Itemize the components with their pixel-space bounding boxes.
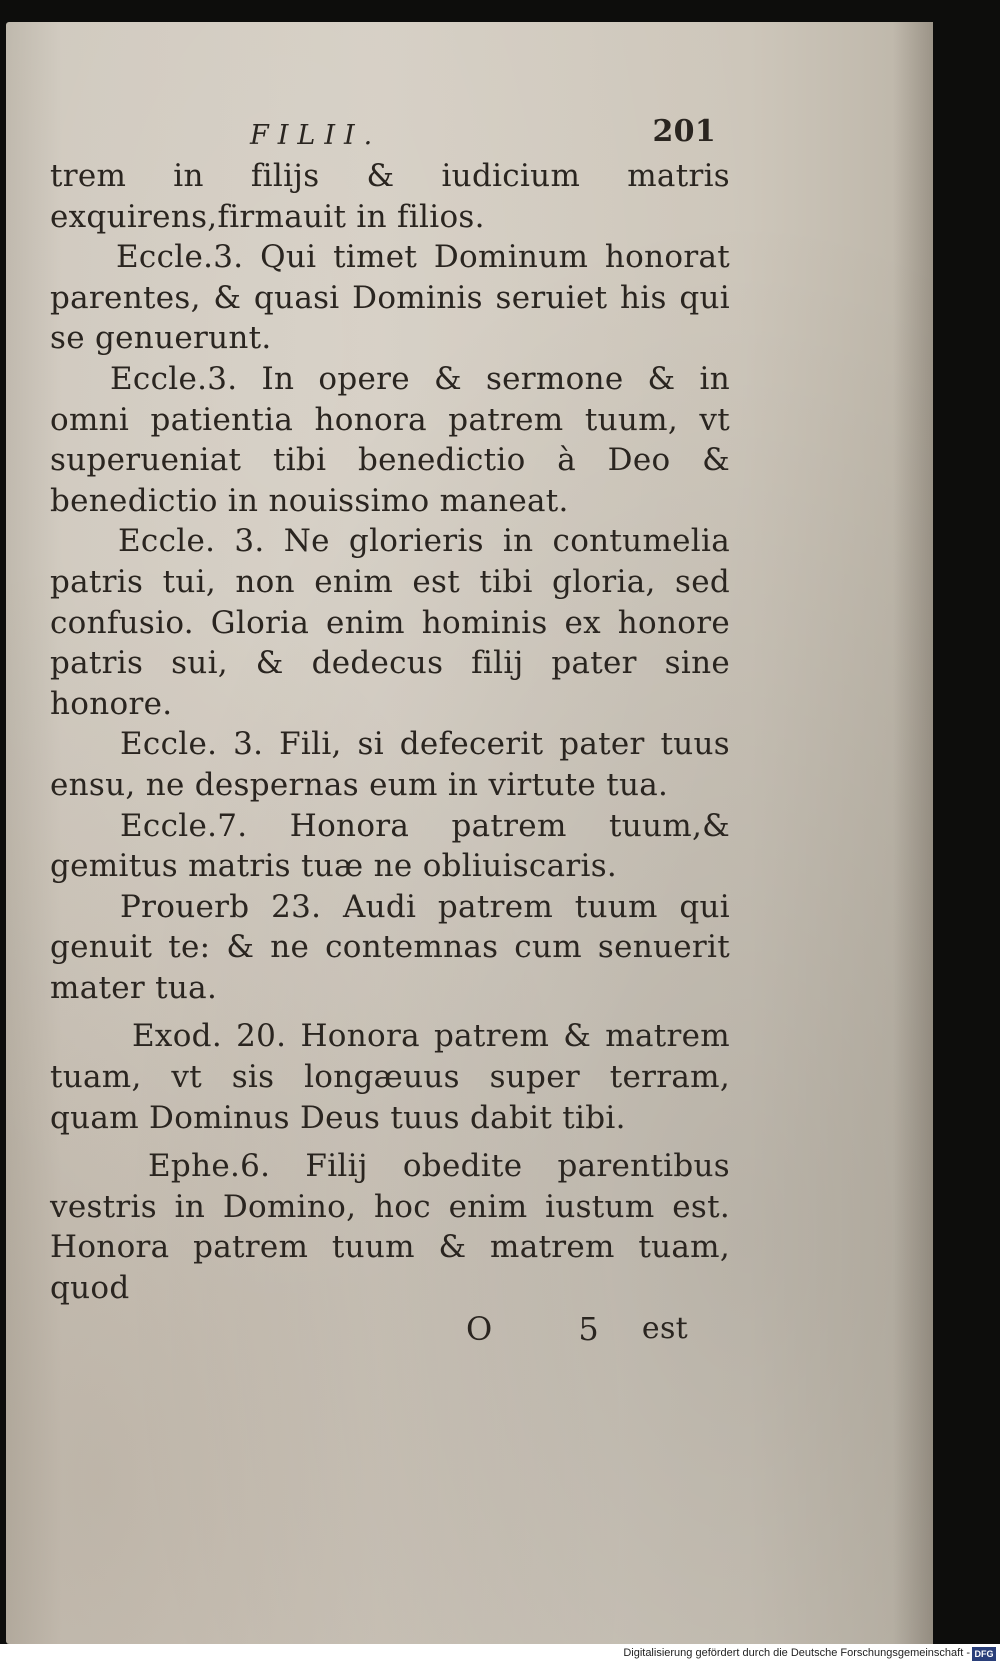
signature-mark: O 5 — [466, 1309, 637, 1348]
paragraph: Eccle.3. Qui timet Dominum honorat parentes, & quasi Dominis seruiet his qui se genuerunt. — [50, 239, 730, 357]
paragraph: Prouerb 23. Audi patrem tuum qui genuit te: & ne contemnas cum senuerit mater tua. — [50, 888, 730, 1006]
signature-line — [50, 1309, 730, 1349]
paragraph: Ephe.6. Filij obedite parentibus vestris in Domino, hoc enim iustum est. Honora patrem tuum & matrem tuam, quod — [50, 1148, 730, 1307]
catchword: est — [641, 1310, 688, 1346]
footer-bar — [0, 1644, 1000, 1665]
dfg-logo-icon: DFG — [972, 1647, 996, 1661]
paragraph: Eccle. 3. Fili, si defecerit pater tuus ensu, ne despernas eum in virtute tua. — [50, 726, 730, 803]
paragraph: trem in filijs & iudicium matris exquirens,firmauit in filios. — [50, 158, 730, 235]
book-page — [6, 22, 933, 1644]
paragraph: Eccle. 3. Ne glorieris in contumelia patris tui, non enim est tibi gloria, sed confusio. Gloria enim hominis ex honore patris sui, & dedecus filij pater sine honore. — [50, 523, 730, 722]
running-head — [50, 116, 730, 156]
paragraph: Eccle.7. Honora patrem tuum,& gemitus matris tuæ ne obliuiscaris. — [50, 807, 730, 885]
running-head-title: FILII. — [250, 120, 382, 151]
text-block — [50, 116, 730, 1349]
paragraph: Exod. 20. Honora patrem & matrem tuam, vt sis longæuus super terram, quam Dominus Deus tuus dabit tibi. — [50, 1018, 730, 1136]
page-number: 201 — [652, 114, 716, 149]
spine-shadow — [893, 22, 933, 1644]
funding-credit: Digitalisierung gefördert durch die Deutsche Forschungsgemeinschaft - — [623, 1647, 970, 1659]
paragraph: Eccle.3. In opere & sermone & in omni patientia honora patrem tuum, vt superueniat tibi benedictio à Deo & benedictio in nouissimo maneat. — [50, 360, 730, 519]
